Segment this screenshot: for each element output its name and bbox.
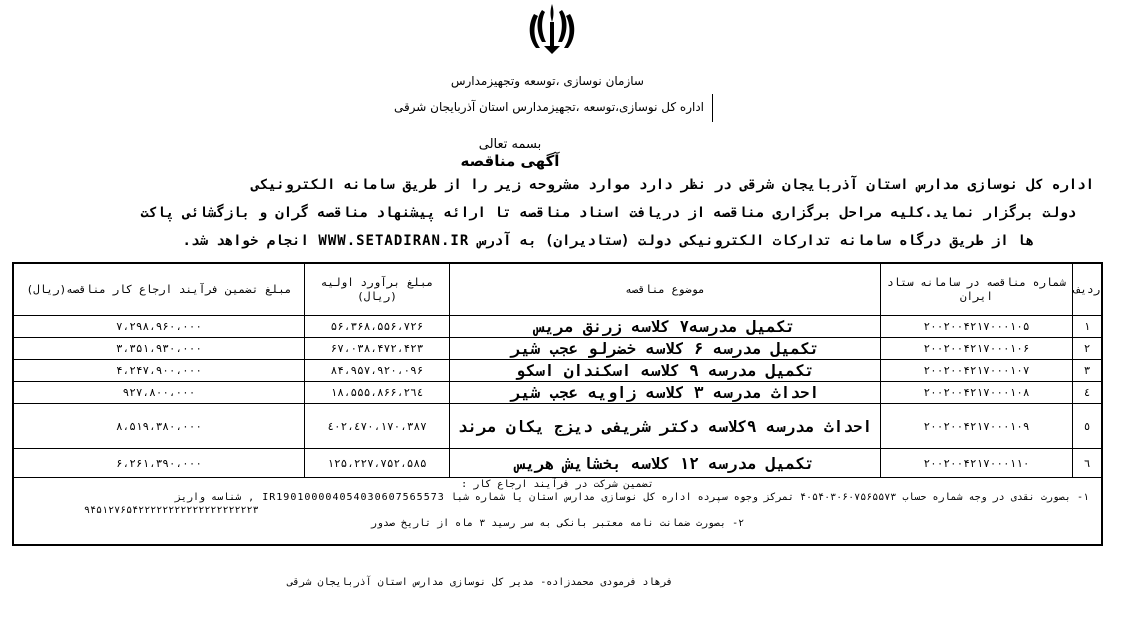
table-row [14, 338, 1101, 360]
row-estimate: ۱۷۰،۳۸۷،٤۷۰،٤۰۲ [304, 404, 449, 448]
row-no: ۱ [1072, 316, 1101, 337]
row-tender-number: ۲۰۰۲۰۰۴۲۱۷۰۰۰۱۰۷ [880, 360, 1072, 381]
row-no: ۳ [1072, 360, 1101, 381]
row-tender-number: ۲۰۰۲۰۰۴۲۱۷۰۰۰۱۰۶ [880, 338, 1072, 359]
notes-line-2: ۹۴۵۱۲۷۶۵۴۲۲۲۲۲۲۲۲۲۲۲۲۲۲۲۲۲۲۲۳ [84, 505, 259, 516]
intro-line-3: ها از طریق درگاه سامانه تدارکات الکترونیکی دولت (ستادیران) به آدرس WWW.SETADIRAN.IR انجام خواهد شد. [182, 233, 1034, 249]
signature-line: فرهاد فرمودی محمدزاده- مدیر کل نوسازی مدارس استان آذربایجان شرقی [287, 577, 673, 588]
intro-line-1: اداره کل نوسازی مدارس استان آذربایجان شرقی در نظر دارد موارد مشروحه زیر را از طریق سامانه الکترونیکی [251, 177, 1094, 193]
row-tender-number: ۲۰۰۲۰۰۴۲۱۷۰۰۰۱۰۵ [880, 316, 1072, 337]
row-estimate: ۶۷،۰۳۸،۴۷۲،۴۲۳ [304, 338, 449, 359]
row-subject: تکمیل مدرسه ۹ کلاسه اسکندان اسکو [449, 360, 880, 381]
header-tender-number: شماره مناقصه در سامانه ستاد ایران [880, 264, 1072, 315]
notice-title: آگهی مناقصه [460, 152, 560, 170]
row-guarantee: ۸،۵۱۹،۳۸۰،۰۰۰ [115, 419, 203, 433]
row-tender-number: ۲۰۰۲۰۰۴۲۱۷۰۰۰۱۱۰ [880, 449, 1072, 477]
row-guarantee: ۷،۲۹۸،۹۶۰،۰۰۰ [115, 320, 203, 333]
header-divider [712, 94, 713, 122]
iran-emblem-icon [528, 2, 576, 56]
row-guarantee: ۴،۲۴۷،۹۰۰،۰۰۰ [115, 364, 203, 377]
row-guarantee: ۶،۲۶۱،۳۹۰،۰۰۰ [115, 456, 203, 470]
bismillah-text: بسمه تعالی [478, 137, 542, 152]
row-no: ۲ [1072, 338, 1101, 359]
department-name: اداره کل نوسازی،توسعه ،تجهیزمدارس استان آذربایجان شرقی [393, 100, 704, 114]
row-subject: تکمیل مدرسه ۱۲ کلاسه بخشایش هریس [449, 449, 880, 477]
row-estimate: ۸۴،۹۵۷،۹۲۰،۰۹۶ [304, 360, 449, 381]
table-row [14, 316, 1101, 338]
header-subject: موضوع مناقصه [449, 264, 880, 315]
row-no: ٤ [1072, 382, 1101, 403]
table-row [14, 360, 1101, 382]
row-no: ٦ [1072, 449, 1101, 477]
row-estimate: ۵۶،۳۶۸،۵۵۶،۷۲۶ [304, 316, 449, 337]
row-subject: احداث مدرسه ۳ کلاسه زاویه عجب شیر [449, 382, 880, 403]
tender-table [12, 262, 1103, 546]
row-estimate: ۱۸،۵۵۵،۸۶۶،۲٦٤ [304, 382, 449, 403]
row-guarantee: ۳،۳۵۱،۹۳۰،۰۰۰ [115, 342, 203, 355]
notes-title: تضمین شرکت در فرآیند ارجاع کار : [461, 479, 654, 490]
header-estimate: مبلغ برآورد اولیه (ریال) [304, 264, 449, 315]
row-tender-number: ۲۰۰۲۰۰۴۲۱۷۰۰۰۱۰۸ [880, 382, 1072, 403]
intro-line-2: دولت برگزار نماید.کلیه مراحل برگزاری مناقصه از دریافت اسناد مناقصه تا ارائه پیشنهاد مناقصه گران و بازگشائی پاکت [140, 205, 1076, 221]
row-subject: تکمیل مدرسه ۶ کلاسه خضرلو عجب شیر [449, 338, 880, 359]
table-row [14, 449, 1101, 478]
row-no: ٥ [1072, 404, 1101, 448]
row-subject: احداث مدرسه ۹کلاسه دکتر شریفی دیزج یکان مرند [449, 404, 880, 448]
row-subject: تکمیل مدرسه۷ کلاسه زرنق مریس [449, 316, 880, 337]
table-row [14, 404, 1101, 449]
organization-name: سازمان نوسازی ،توسعه وتجهیزمدارس [450, 74, 644, 88]
header-no: ردیف [1072, 264, 1101, 315]
row-guarantee: ۹۲۷،۸۰۰،۰۰۰ [122, 386, 196, 399]
guarantee-notes [14, 478, 1101, 530]
table-header-row [14, 264, 1101, 316]
row-tender-number: ۲۰۰۲۰۰۴۲۱۷۰۰۰۱۰۹ [880, 404, 1072, 448]
row-estimate: ۱۲۵،۲۲۷،۷۵۲،۵۸۵ [304, 449, 449, 477]
table-row [14, 382, 1101, 404]
intro-paragraph [34, 171, 1094, 255]
header-guarantee: مبلغ تضمین فرآیند ارجاع کار مناقصه(ریال) [26, 282, 292, 296]
notes-line-3: ۲- بصورت ضمانت نامه معتبر بانکی به سر رسید ۳ ماه از تاریخ صدور [370, 518, 745, 529]
notes-line-1: ۱- بصورت نقدی در وجه شماره حساب ۴۰۵۴۰۳۰۶۰۷۵۶۵۵۷۳ تمرکز وجوه سپرده اداره کل نوسازی مدارس استان یا شماره شبا IR190100004054030607565573 , شناسه واریز [174, 492, 1089, 503]
